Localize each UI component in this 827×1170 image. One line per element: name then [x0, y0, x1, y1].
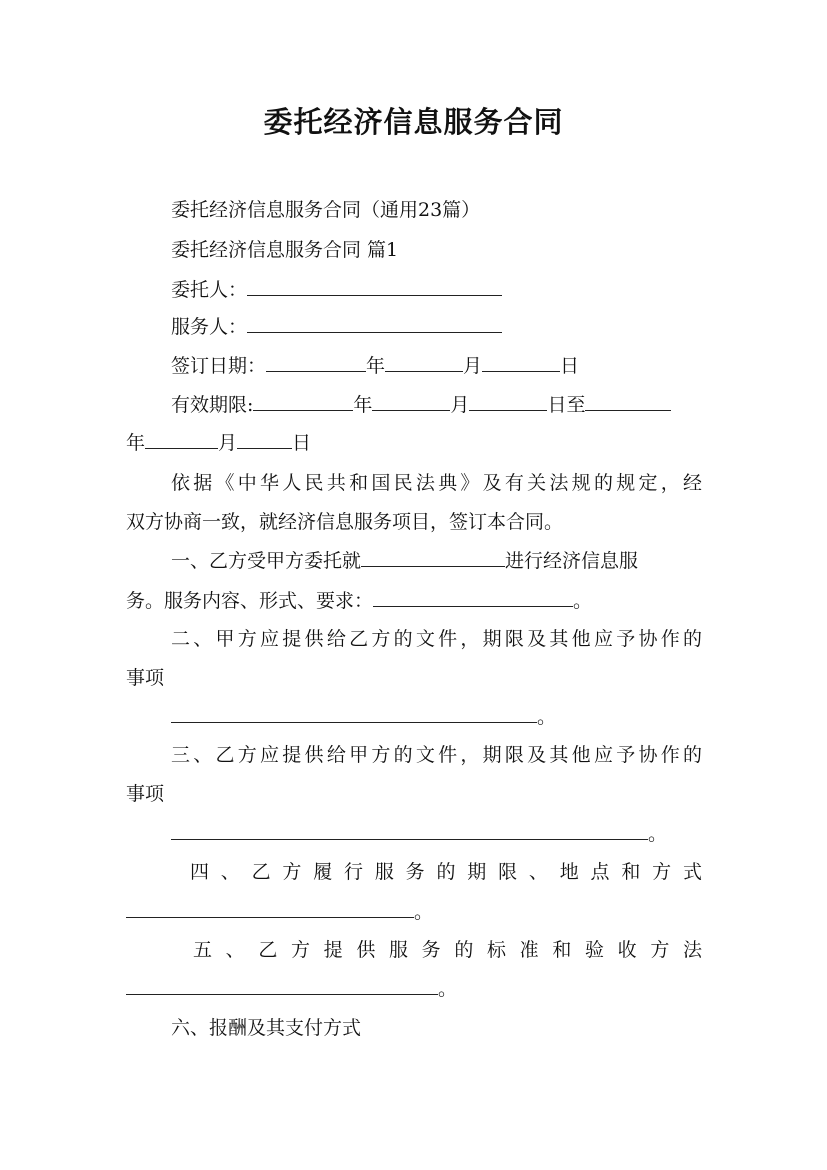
client-label: 委托人： — [171, 279, 248, 301]
year-text: 年 — [126, 432, 146, 454]
start-month-blank — [372, 393, 450, 411]
clause-2-line1: 二、甲方应提供给乙方的文件，期限及其他应予协作的 — [171, 628, 702, 650]
basis-paragraph-line2: 双方协商一致，就经济信息服务项目，签订本合同。 — [126, 511, 564, 533]
year-text: 年 — [353, 394, 373, 416]
start-year-blank — [253, 393, 353, 411]
clause-1-line2 — [126, 587, 592, 615]
clause-3-line2: 事项 — [126, 783, 165, 805]
clause-6-heading: 六、报酬及其支付方式 — [171, 1017, 362, 1039]
period-text: 。 — [648, 823, 668, 845]
clause-3-blank — [171, 822, 648, 840]
sign-date-label: 签订日期： — [171, 355, 267, 377]
month-blank — [385, 354, 463, 372]
clause-1-content-label: 务。服务内容、形式、要求： — [126, 590, 374, 612]
month-text: 月 — [450, 394, 470, 416]
validity-end-line — [126, 429, 311, 457]
provider-blank — [247, 315, 502, 333]
document-title: 委托经济信息服务合同 — [263, 105, 564, 139]
year-text: 年 — [366, 355, 386, 377]
sign-date-line — [171, 352, 579, 380]
validity-line — [171, 391, 671, 419]
clause-4-fill-line — [126, 898, 433, 926]
subtitle-line: 委托经济信息服务合同（通用23篇） — [171, 199, 481, 221]
period-text: 。 — [537, 706, 557, 728]
clause-3-fill-line — [171, 820, 667, 848]
provider-line — [171, 313, 502, 341]
period-text: 。 — [573, 590, 593, 612]
client-blank — [247, 278, 502, 296]
day-text: 日 — [292, 432, 312, 454]
clause-2-blank — [171, 705, 537, 723]
start-day-blank — [469, 393, 547, 411]
section-heading: 委托经济信息服务合同 篇1 — [171, 239, 399, 261]
clause-4-blank — [126, 900, 414, 918]
end-day-blank — [237, 431, 292, 449]
provider-label: 服务人： — [171, 316, 248, 338]
basis-paragraph-line1: 依据《中华人民共和国民法典》及有关法规的规定，经 — [171, 472, 702, 494]
period-text: 。 — [438, 978, 458, 1000]
to-text: 日至 — [547, 394, 586, 416]
client-line — [171, 276, 502, 304]
validity-label: 有效期限: — [171, 394, 254, 416]
clause-1-content-blank — [373, 589, 573, 607]
clause-1-text-b: 进行经济信息服 — [505, 550, 639, 572]
clause-3-line1: 三、乙方应提供给甲方的文件，期限及其他应予协作的 — [171, 744, 702, 766]
end-month-blank — [145, 431, 218, 449]
clause-1-blank — [361, 549, 505, 567]
month-text: 月 — [218, 432, 238, 454]
clause-4-line1: 四、乙方履行服务的期限、地点和方式 — [190, 861, 702, 883]
day-text: 日 — [560, 355, 580, 377]
clause-2-fill-line — [171, 703, 556, 731]
period-text: 。 — [414, 901, 434, 923]
clause-5-line1: 五、乙方提供服务的标准和验收方法 — [193, 939, 702, 961]
clause-1-text-a: 一、乙方受甲方委托就 — [171, 550, 362, 572]
clause-5-fill-line — [126, 975, 457, 1003]
end-year-blank — [585, 393, 671, 411]
month-text: 月 — [463, 355, 483, 377]
clause-1-line1 — [171, 547, 638, 575]
day-blank — [482, 354, 560, 372]
clause-5-blank — [126, 977, 438, 995]
year-blank — [266, 354, 366, 372]
clause-2-line2: 事项 — [126, 667, 165, 689]
